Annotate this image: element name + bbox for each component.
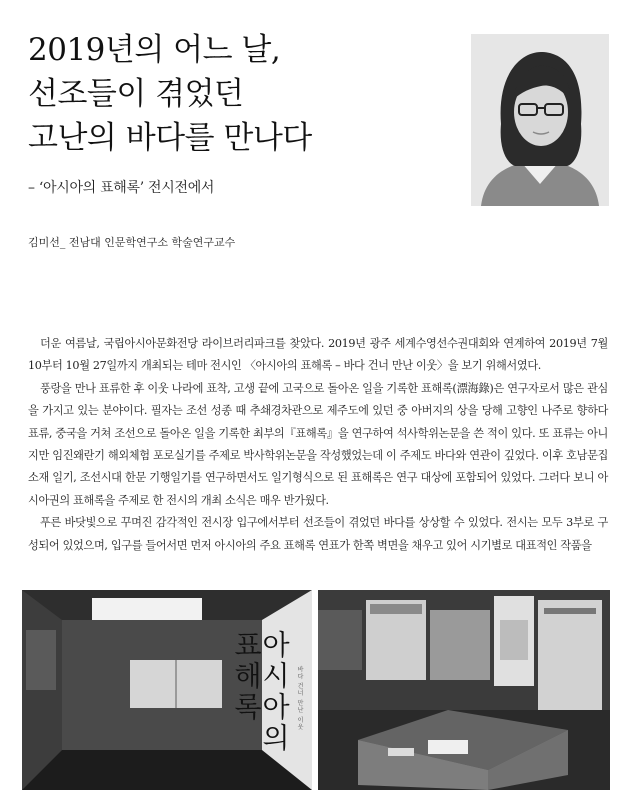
paragraph-1: 더운 여름날, 국립아시아문화전당 라이브러리파크를 찾았다. 2019년 광주 세계수영선수권대회와 연계하여 2019년 7월 10부터 10월 27일까지 개최되는 테마 전시인 〈아시아의 표해록 – 바다 건너 만난 이웃〉을 보기 위해서였다. xyxy=(28,337,608,373)
article-body xyxy=(28,333,608,557)
display-photo-image xyxy=(318,590,610,790)
author-portrait xyxy=(471,34,609,206)
title-line-2: 선조들이 겪었던 xyxy=(28,76,244,112)
exhibition-display-photo xyxy=(318,590,610,790)
exhibition-entrance-photo xyxy=(22,590,312,790)
title-line-1: 2019년의 어느 날, xyxy=(28,32,281,68)
paragraph-2: 풍랑을 만나 표류한 후 이웃 나라에 표착, 고생 끝에 고국으로 돌아온 일을 기록한 표해록(漂海錄)은 연구자로서 많은 관심을 가지고 있는 분야이다. 필자는 조선 성종 때 추쇄경차관으로 제주도에 있던 중 아버지의 상을 당해 고향인 나주로 향하다 표류, 중국을 거쳐 조선으로 돌아온 일을 기록한 최부의『표해록』을 연구하여 석사학위논문을 쓴 적이 있다. 또 표류는 아니지만 임진왜란기 해외체험 포로실기를 주제로 박사학위논문을 작성했었는데 이 주제도 바다와 연관이 깊었다. 이후 호남문집 소재 일기, 조선시대 한문 기행일기를 연구하면서도 일기형식으로 된 표해록은 연구 대상에 포함되어 있었다. 그러다 보니 아시아권의 표해록을 주제로 한 전시의 개최 소식은 매우 반가웠다. xyxy=(28,381,608,507)
article-title xyxy=(28,28,448,160)
author-line: 김미선_ 전남대 인문학연구소 학술연구교수 xyxy=(28,236,236,249)
title-line-3: 고난의 바다를 만나다 xyxy=(28,120,312,156)
wall-exhibit-title: 아시아의 표해록 xyxy=(230,630,291,754)
portrait-image xyxy=(471,34,609,206)
wall-exhibit-subtitle: 바다 건너 만난 이웃 xyxy=(296,666,303,731)
paragraph-3: 푸른 바닷빛으로 꾸며진 감각적인 전시장 입구에서부터 선조들이 겪었던 바다를 상상할 수 있었다. 전시는 모두 3부로 구성되어 있었으며, 입구를 들어서면 먼저 아시아의 주요 표해록 연표가 한쪽 벽면을 채우고 있어 시기별로 대표적인 작품을 xyxy=(28,516,608,552)
article-subtitle: – ‘아시아의 표해록’ 전시전에서 xyxy=(28,180,215,196)
